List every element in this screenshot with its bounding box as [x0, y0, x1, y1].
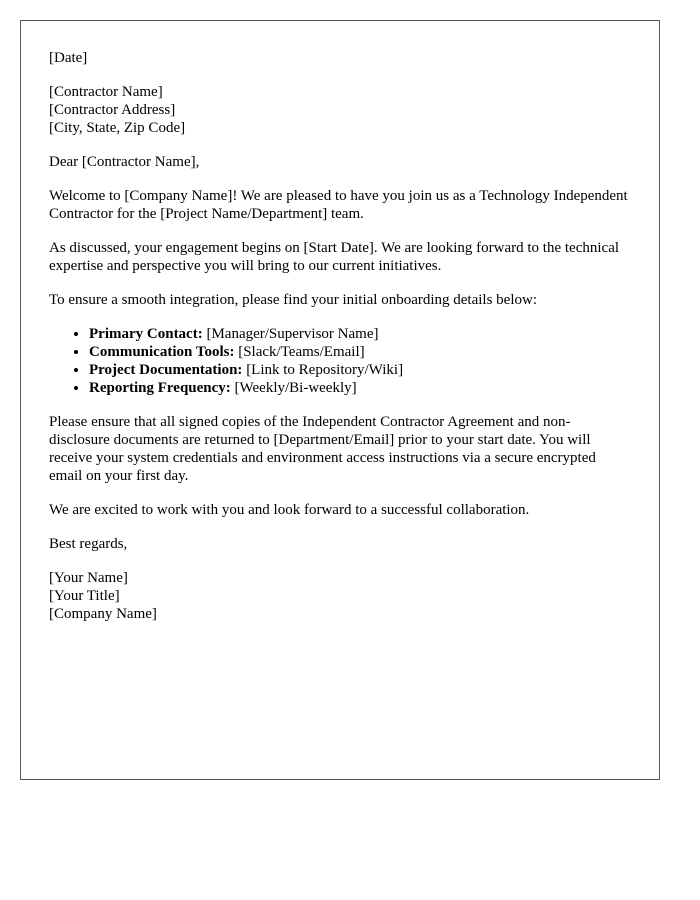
signature-company: [Company Name] — [49, 606, 157, 622]
letter-page — [20, 20, 660, 780]
letter-date: [Date] — [49, 50, 88, 66]
detail-value: [Manager/Supervisor Name] — [202, 326, 379, 342]
signature-title: [Your Title] — [49, 588, 120, 604]
salutation: Dear [Contractor Name], — [49, 154, 200, 170]
signature-name: [Your Name] — [49, 570, 128, 586]
list-item — [89, 325, 631, 343]
intro-paragraph: To ensure a smooth integration, please find your initial onboarding details below: — [49, 292, 538, 308]
recipient-name: [Contractor Name] — [49, 84, 163, 100]
recipient-block — [49, 83, 631, 137]
welcome-paragraph: Welcome to [Company Name]! We are pleased to have you join us as a Technology Independent Contractor for the [Project Name/Department] team. — [49, 188, 628, 222]
documents-paragraph: Please ensure that all signed copies of the Independent Contractor Agreement and non-disclosure documents are returned to [Department/Email] prior to your start date. You will receive your system credentials and environment access instructions via a secure encrypted email on your first day. — [49, 414, 596, 484]
detail-value: [Link to Repository/Wiki] — [242, 362, 404, 378]
recipient-city-state-zip: [City, State, Zip Code] — [49, 120, 186, 136]
onboarding-details-list — [49, 325, 631, 397]
list-item — [89, 361, 631, 379]
detail-term: Reporting Frequency: — [89, 380, 231, 396]
start-paragraph: As discussed, your engagement begins on [Start Date]. We are looking forward to the technical expertise and perspective you will bring to our current initiatives. — [49, 240, 620, 274]
signature-block — [49, 569, 631, 623]
list-item — [89, 343, 631, 361]
detail-term: Primary Contact: — [89, 326, 203, 342]
list-item — [89, 379, 631, 397]
detail-term: Communication Tools: — [89, 344, 235, 360]
detail-value: [Slack/Teams/Email] — [234, 344, 365, 360]
closing-paragraph: We are excited to work with you and look forward to a successful collaboration. — [49, 502, 530, 518]
detail-term: Project Documentation: — [89, 362, 243, 378]
recipient-address: [Contractor Address] — [49, 102, 176, 118]
detail-value: [Weekly/Bi-weekly] — [230, 380, 357, 396]
sign-off: Best regards, — [49, 536, 128, 552]
